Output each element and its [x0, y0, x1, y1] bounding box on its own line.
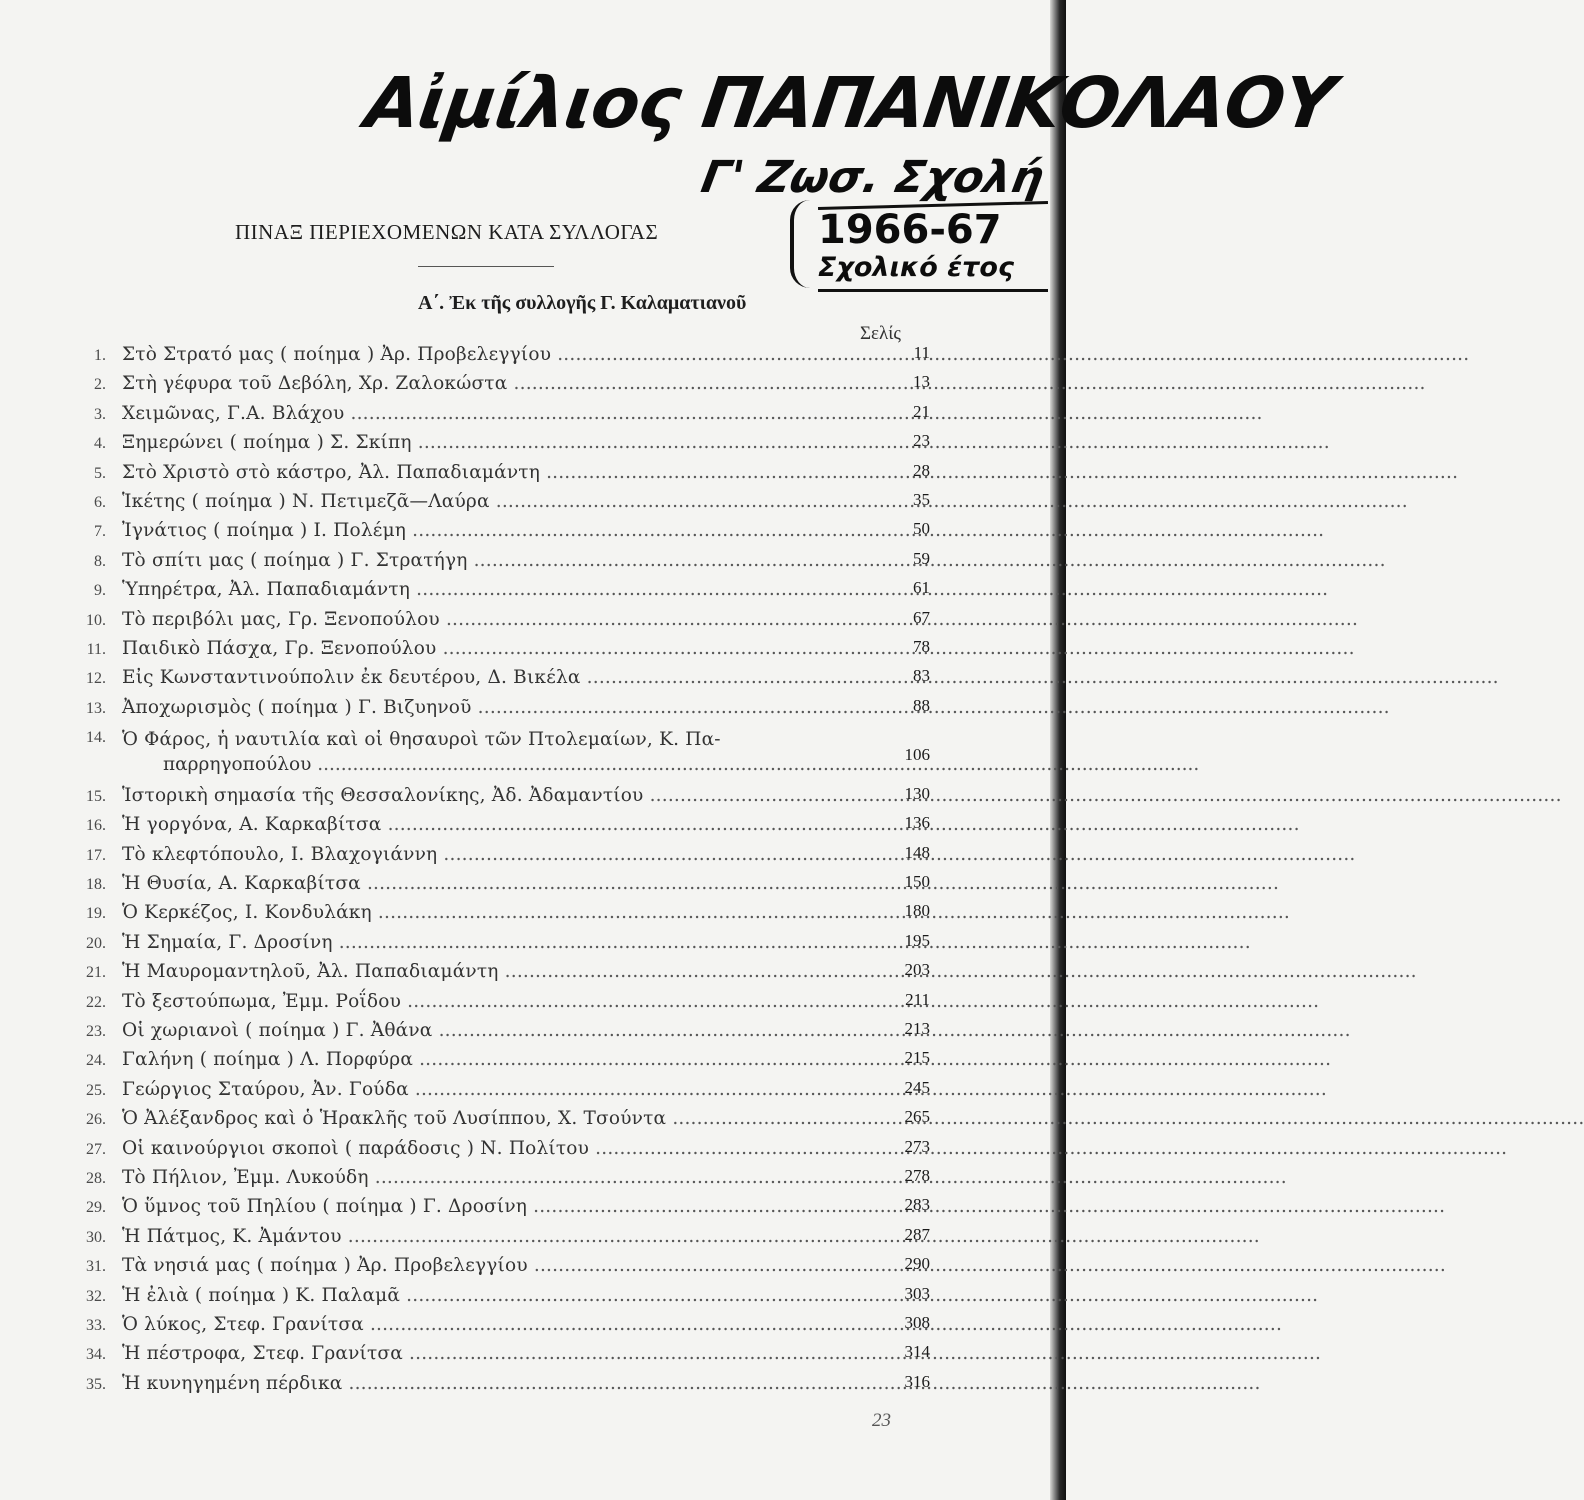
toc-entry-title: Ἡ Πάτμος, Κ. Ἀμάντου .....: [122, 1226, 824, 1247]
toc-entry-number: 13.: [86, 699, 106, 717]
toc-entry-page: 21: [913, 401, 930, 421]
page-title: ΠΙΝΑΞ ΠΕΡΙΕΧΟΜΕΝΩΝ ΚΑΤΑ ΣΥΛΛΟΓΑΣ: [235, 220, 659, 244]
toc-entry-number: 10.: [86, 611, 106, 629]
toc-entry-title: Τὸ κλεφτόπουλο, Ι. Βλαχογιάννη .....: [122, 844, 824, 865]
toc-entry: [0, 461, 1000, 490]
toc-entry-title: Ὁ Ἀλέξανδρος καὶ ὁ Ἡρακλῆς τοῦ Λυσίππου, Χ. Τσούντα .....: [122, 1108, 824, 1129]
toc-entry-number: 27.: [86, 1140, 106, 1158]
toc-entry-page: 150: [904, 872, 930, 892]
toc-entry-title: Ἡ Σημαία, Γ. Δροσίνη .....: [122, 932, 824, 953]
toc-entry-number: 1.: [94, 347, 106, 364]
toc-entry: [0, 1166, 1000, 1195]
toc-entry: [0, 872, 1000, 901]
toc-entry-page: 61: [913, 578, 930, 598]
toc-entry-title: Στὴ γέφυρα τοῦ Δεβόλη, Χρ. Ζαλοκώστα .....: [122, 373, 824, 394]
toc-entry-page: 50: [913, 519, 930, 539]
toc-entry: [0, 1254, 1000, 1283]
toc-entry: [0, 696, 1000, 725]
toc-entry: [0, 372, 1000, 401]
toc-entry-number: 11.: [86, 640, 106, 658]
toc-entry: [0, 960, 1000, 989]
toc-entry: [0, 1019, 1000, 1048]
toc-entry-page: 28: [913, 460, 930, 480]
toc-entry: [0, 431, 1000, 460]
toc-entry-page: 215: [904, 1048, 930, 1068]
toc-entry-page: 88: [913, 695, 930, 715]
toc-entry-page: 290: [904, 1254, 930, 1274]
toc-entry: [0, 1078, 1000, 1107]
toc-entry: [0, 1225, 1000, 1254]
toc-entry-title: Ἡ πέστροφα, Στεφ. Γρανίτσα .....: [122, 1343, 824, 1364]
toc-entry: [0, 608, 1000, 637]
toc-entry-number: 15.: [86, 787, 106, 805]
toc-entry-title: Γαλήνη ( ποίημα ) Λ. Πορφύρα .....: [122, 1049, 824, 1070]
toc-entry-title: Ξημερώνει ( ποίημα ) Σ. Σκίπη .....: [122, 432, 824, 453]
handwritten-underline-bottom: [818, 289, 1048, 292]
toc-entry-page: 283: [904, 1195, 930, 1215]
toc-entry: [0, 1195, 1000, 1224]
handwritten-brace: [790, 200, 820, 288]
toc-entry-page: 180: [904, 901, 930, 921]
toc-entry-title: Οἱ καινούργιοι σκοποὶ ( παράδοσις ) Ν. Πολίτου .....: [122, 1138, 824, 1159]
toc-entry-title: Γεώργιος Σταύρου, Ἀν. Γούδα .....: [122, 1079, 824, 1100]
toc-entry-page: 35: [913, 489, 930, 509]
toc-entry-title: Ἡ Θυσία, Α. Καρκαβίτσα .....: [122, 873, 824, 894]
toc-entry: [0, 1048, 1000, 1077]
toc-entry: [0, 843, 1000, 872]
toc-entry-title: Τὸ σπίτι μας ( ποίημα ) Γ. Στρατήγη .....: [122, 550, 824, 571]
page-number: 23: [872, 1410, 891, 1431]
toc-entry-page: 203: [904, 960, 930, 980]
toc-entry-page: 308: [904, 1312, 930, 1332]
toc-entry-title: Ὁ Φάρος, ἡ ναυτιλία καὶ οἱ θησαυροὶ τῶν Πτολεμαίων, Κ. Πα-: [122, 729, 721, 751]
toc-entry-number: 31.: [86, 1258, 106, 1276]
toc-entry: [0, 519, 1000, 548]
toc-entry-number: 2.: [94, 376, 106, 394]
toc-entry: [0, 1313, 1000, 1342]
toc-entry-title: Ἡ κυνηγημένη πέρδικα .....: [122, 1373, 824, 1394]
toc-entry-number: 34.: [86, 1346, 106, 1364]
toc-entry-number: 9.: [94, 582, 106, 600]
toc-entry-page: 273: [904, 1136, 930, 1156]
toc-entry-page: 130: [904, 783, 930, 803]
toc-entry-page: 67: [913, 607, 930, 627]
toc-entry-page: 13: [913, 372, 930, 392]
toc-entry-page: 245: [904, 1077, 930, 1097]
toc-entry-number: 28.: [86, 1169, 106, 1187]
toc-entry: [0, 1372, 1000, 1401]
toc-entry-title: Τὸ ξεστούπωμα, Ἐμμ. Ροΐδου .....: [122, 991, 824, 1012]
toc-entry-number: 16.: [86, 817, 106, 835]
toc-entry-number: 19.: [86, 905, 106, 923]
toc-entry-number: 25.: [86, 1081, 106, 1099]
toc-entry-number: 33.: [86, 1316, 106, 1334]
toc-entry: [0, 1137, 1000, 1166]
toc-entry-number: 32.: [86, 1287, 106, 1305]
toc-entry-title: Παιδικὸ Πάσχα, Γρ. Ξενοπούλου .....: [122, 638, 824, 659]
toc-entry-title: Ἡ γοργόνα, Α. Καρκαβίτσα .....: [122, 814, 824, 835]
toc-entry-title: Ὁ ὕμνος τοῦ Πηλίου ( ποίημα ) Γ. Δροσίνη .....: [122, 1196, 824, 1217]
toc-entry: [0, 1342, 1000, 1371]
toc-entry-page: 136: [904, 813, 930, 833]
section-heading: Α΄. Ἐκ τῆς συλλογῆς Γ. Καλαματιανοῦ: [418, 292, 747, 314]
toc-entry-page: 148: [904, 842, 930, 862]
toc-entry-title: Τὸ Πήλιον, Ἐμμ. Λυκούδη .....: [122, 1167, 824, 1188]
toc-entry-number: 3.: [94, 405, 106, 423]
toc-entry-title-continued: παρρηγοπούλου .....: [163, 754, 824, 775]
toc-entry-title: Στὸ Χριστὸ στὸ κάστρο, Ἀλ. Παπαδιαμάντη .....: [122, 462, 824, 483]
toc-entry: [0, 490, 1000, 519]
toc-entry-page: 314: [904, 1342, 930, 1362]
table-of-contents: [0, 343, 1000, 1401]
toc-entry-page: 211: [905, 989, 930, 1009]
toc-entry-number: 22.: [86, 993, 106, 1011]
toc-entry-number: 5.: [94, 464, 106, 482]
toc-entry-number: 18.: [86, 876, 106, 894]
toc-entry: [0, 990, 1000, 1019]
toc-entry-number: 30.: [86, 1228, 106, 1246]
toc-entry: [0, 901, 1000, 930]
toc-entry-page: 195: [904, 930, 930, 950]
toc-entry-number: 17.: [86, 846, 106, 864]
toc-entry: [0, 578, 1000, 607]
toc-entry-title: Ἱστορικὴ σημασία τῆς Θεσσαλονίκης, Ἀδ. Ἀδαμαντίου .....: [122, 785, 824, 806]
toc-entry-page: 11: [913, 343, 930, 362]
handwritten-school-name: Γ' Ζωσ. Σχολή: [697, 152, 1048, 203]
toc-entry-number: 14.: [86, 729, 106, 747]
toc-entry-title: Ἰγνάτιος ( ποίημα ) Ι. Πολέμη .....: [122, 520, 824, 541]
toc-entry-title: Εἰς Κωνσταντινούπολιν ἐκ δευτέρου, Δ. Βικέλα .....: [122, 667, 824, 688]
toc-entry-title: Ἡ Μαυρομαντηλοῦ, Ἀλ. Παπαδιαμάντη .....: [122, 961, 824, 982]
handwritten-year-label: Σχολικό έτος: [818, 252, 1014, 283]
toc-entry-number: 7.: [94, 523, 106, 541]
toc-entry-page: 59: [913, 548, 930, 568]
toc-entry-number: 12.: [86, 670, 106, 688]
toc-entry-page: 213: [904, 1019, 930, 1038]
toc-entry: [0, 1284, 1000, 1313]
toc-entry-title: Ἡ ἐλιὰ ( ποίημα ) Κ. Παλαμᾶ .....: [122, 1285, 824, 1306]
toc-entry: [0, 402, 1000, 431]
title-divider: [418, 266, 554, 267]
toc-entry-title: Ἱκέτης ( ποίημα ) Ν. Πετιμεζᾶ—Λαύρα .....: [122, 491, 824, 512]
toc-entry-page: 287: [904, 1224, 930, 1244]
toc-entry-number: 4.: [94, 435, 106, 453]
toc-entry-page: 83: [913, 666, 930, 686]
toc-entry-page: 278: [904, 1165, 930, 1185]
toc-entry-number: 26.: [86, 1111, 106, 1129]
toc-entry-number: 20.: [86, 934, 106, 952]
toc-entry-title: Ὑπηρέτρα, Ἀλ. Παπαδιαμάντη .....: [122, 579, 824, 600]
toc-entry-page: 316: [904, 1371, 930, 1391]
toc-entry: [0, 813, 1000, 842]
toc-entry-number: 35.: [86, 1375, 106, 1393]
toc-entry-title: Ὁ λύκος, Στεφ. Γρανίτσα .....: [122, 1314, 824, 1335]
toc-entry-title: Οἱ χωριανοὶ ( ποίημα ) Γ. Ἀθάνα .....: [122, 1020, 824, 1041]
toc-entry-page: 303: [904, 1283, 930, 1303]
toc-entry-title: Στὸ Στρατό μας ( ποίημα ) Ἀρ. Προβελεγγίου .....: [122, 344, 824, 365]
toc-entry-number: 21.: [86, 964, 106, 982]
toc-entry-number: 24.: [86, 1052, 106, 1070]
toc-entry: [0, 666, 1000, 695]
toc-entry-title: Χειμῶνας, Γ.Α. Βλάχου .....: [122, 403, 824, 424]
toc-entry: [0, 725, 1000, 784]
toc-entry-page: 106: [904, 745, 930, 765]
toc-entry: [0, 784, 1000, 813]
toc-entry: [0, 549, 1000, 578]
toc-entry: [0, 637, 1000, 666]
toc-entry-page: 78: [913, 636, 930, 656]
page-column-header: Σελίς: [860, 323, 901, 344]
toc-entry-title: Τὰ νησιά μας ( ποίημα ) Ἀρ. Προβελεγγίου .....: [122, 1255, 824, 1276]
toc-entry: [0, 343, 1000, 372]
toc-entry-number: 8.: [94, 552, 106, 570]
toc-entry-title: Ὁ Κερκέζος, Ι. Κονδυλάκη .....: [122, 902, 824, 923]
toc-entry-number: 23.: [86, 1023, 106, 1040]
toc-entry-page: 265: [904, 1107, 930, 1127]
toc-entry: [0, 931, 1000, 960]
handwritten-school-years: 1966-67: [818, 207, 1002, 253]
toc-entry-title: Ἀποχωρισμὸς ( ποίημα ) Γ. Βιζυηνοῦ .....: [122, 697, 824, 718]
toc-entry-number: 6.: [94, 493, 106, 511]
handwritten-student-name: Αἰμίλιος ΠΑΠΑΝΙΚΟΛΑΟΥ: [360, 62, 1340, 144]
toc-entry-page: 23: [913, 431, 930, 451]
toc-entry-number: 29.: [86, 1199, 106, 1217]
toc-entry: [0, 1107, 1000, 1136]
toc-entry-title: Τὸ περιβόλι μας, Γρ. Ξενοπούλου .....: [122, 609, 824, 630]
